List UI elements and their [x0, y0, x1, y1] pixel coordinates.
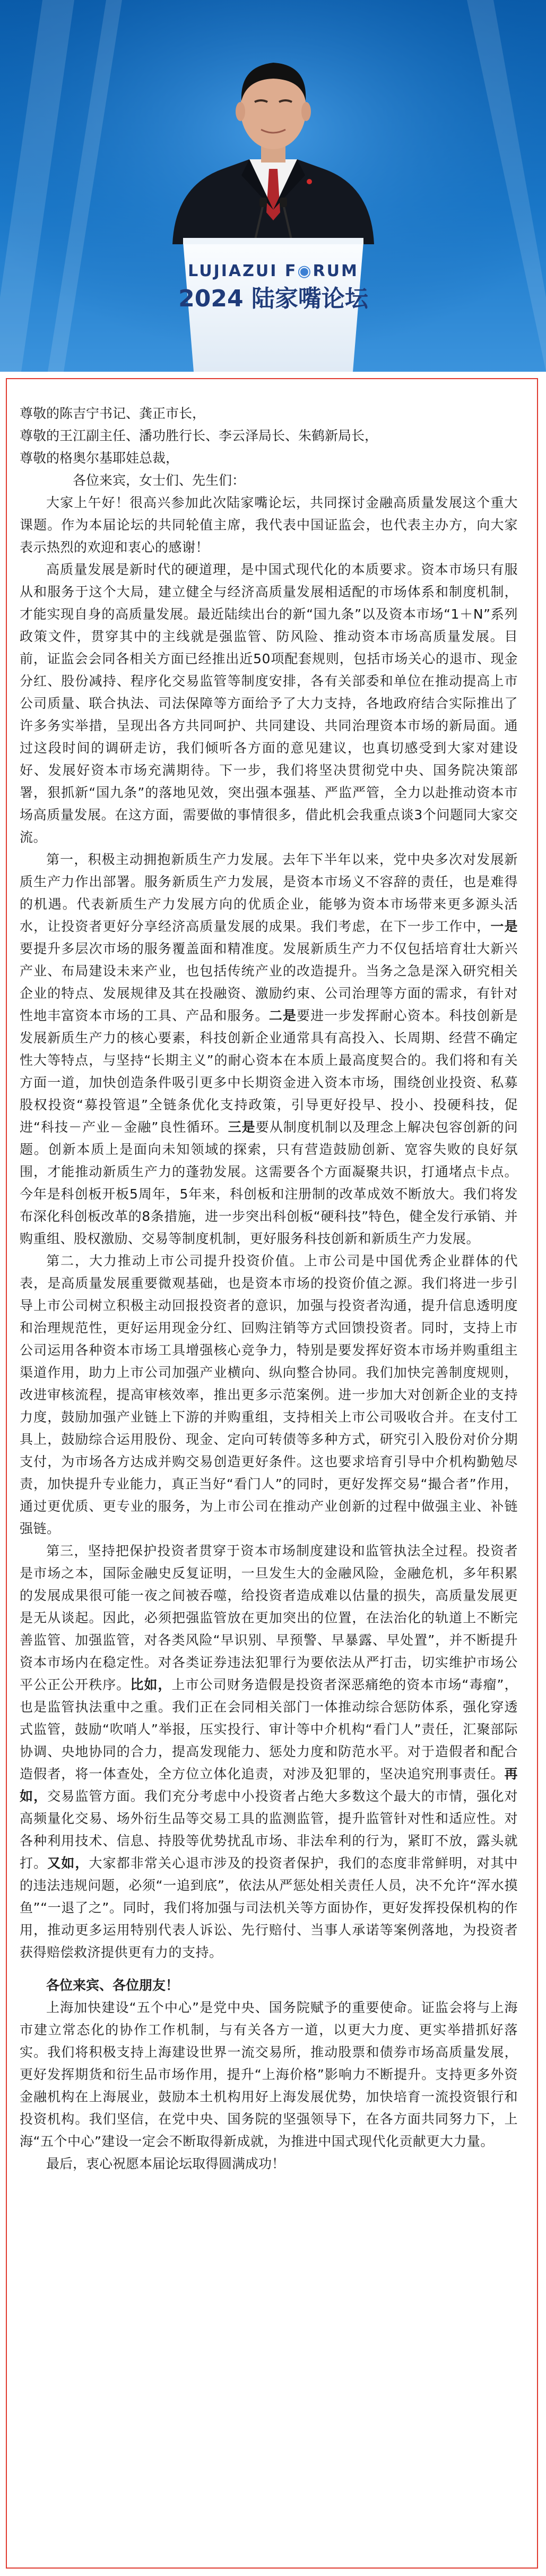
salutation-line: 尊敬的王江副主任、潘功胜行长、李云泽局长、朱鹤新局长，: [20, 428, 378, 443]
salutation-line: 尊敬的陈吉宁书记、龚正市长，: [20, 406, 206, 421]
paragraph-text: 第三，坚持把保护投资者贯穿于资本市场制度建设和监管执法全过程。投资者是市场之本，国际金融史反复证明，一旦发生大的金融风险，金融危机，多年积累的发展成果很可能一夜之间被吞噬，给投资者造成难以估量的损失，高质量发展更是无从谈起。因此，必须把强监管放在更加突出的位置，在法治化的轨道上不断完善监管、加强监管，对各类风险“早识别、早预警、早暴露、早处置”，并不断提升资本市场内在稳定性。对各类证券违法犯罪行为要依法从严打击，切实维护市场公平公正公开秩序。: [20, 1543, 518, 1692]
paragraph-text: 要从制度机制以及理念上解决包容创新的问题。创新本质上是面向未知领域的探索，只有营造鼓励创新、宽容失败的良好氛围，才能推动新质生产力的蓬勃发展。这需要各个方面凝聚共识，打通堵点卡点。今年是科创板开板5周年，5年来，科创板和注册制的改革成效不断放大。我们将发布深化科创板改革的8条措施，进一步突出科创板“硬科技”特色，健全发行承销、并购重组、股权激励、交易等制度机制，更好服务科技创新和新质生产力发展。: [20, 1119, 518, 1246]
salutation-block: [20, 403, 518, 469]
emphasis-text: 二是: [268, 1008, 297, 1023]
emphasis-text: 比如，: [130, 1677, 172, 1692]
body-paragraph: [20, 1540, 518, 1964]
body-paragraph: [20, 849, 518, 1250]
paragraph-text: 高质量发展是新时代的硬道理，是中国式现代化的本质要求。资本市场只有服从和服务于这个大局，建立健全与经济高质量发展相适配的市场体系和制度机制，才能实现自身的高质量发展。最近陆续出台的新“国九条”以及资本市场“1＋N”系列政策文件，贯穿其中的主线就是强监管、防风险、推动资本市场高质量发展。目前，证监会会同各相关方面已经推出近50项配套规则，包括市场关心的退市、现金分红、股份减持、程序化交易监管等制度安排，各有关部委和单位在推动提高上市公司质量、联合执法、司法保障等方面给予了大力支持，各地政府结合实际推出了许多务实举措，呈现出各方共同呵护、共同建设、共同治理资本市场的新局面。通过这段时间的调研走访，我们倾听各方面的意见建议，也真切感受到大家对建设好、发展好资本市场充满期待。下一步，我们将坚决贯彻党中央、国务院决策部署，狠抓新“国九条”的落地见效，突出强本强基、严监严管，全力以赴推动资本市场高质量发展。在这方面，需要做的事情很多，借此机会我重点谈3个问题同大家交流。: [20, 562, 518, 845]
paragraph-text: 第一，积极主动拥抱新质生产力发展。去年下半年以来，党中央多次对发展新质生产力作出部署。服务新质生产力发展，是资本市场义不容辞的责任，也是难得的机遇。代表新质生产力发展方向的优质企业，能够为资本市场带来更多源头活水，让投资者更好分享经济高质量发展的成果。我们考虑，在下一步工作中，: [20, 852, 518, 934]
emphasis-text: 又如，: [47, 1855, 89, 1871]
greeting-line: 各位来宾，女士们、先生们：: [73, 473, 246, 488]
salutation-line: 尊敬的格奥尔基耶娃总裁，: [20, 450, 179, 466]
emphasis-text: 三是: [228, 1119, 256, 1135]
body-paragraph: [20, 492, 518, 559]
speech-article: [6, 378, 538, 2569]
banner-line2: 2024 陆家嘴论坛: [178, 285, 368, 312]
closing-body: [20, 1997, 518, 2175]
closing-paragraph: 最后，衷心祝愿本届论坛取得圆满成功！: [46, 2156, 285, 2171]
emphasis-text: 一是: [490, 919, 518, 934]
paragraph-text: 第二，大力推动上市公司提升投资价值。上市公司是中国优秀企业群体的代表，是高质量发展重要微观基础，也是资本市场的投资价值之源。我们将进一步引导上市公司树立积极主动回报投资者的意识，加强与投资者沟通，提升信息透明度和治理规范性，更好运用现金分红、回购注销等方式回馈投资者。同时，支持上市公司运用各种资本市场工具增强核心竞争力，特别是要发挥好资本市场并购重组主渠道作用，助力上市公司加强产业横向、纵向整合协同。我们加快完善制度规则，改进审核流程，提高审核效率，推出更多示范案例。进一步加大对创新企业的支持力度，鼓励加强产业链上下游的并购重组，支持相关上市公司吸收合并。在支付工具上，鼓励综合运用股份、现金、定向可转债等多种方式，研究引入股份对价分期支付，为市场各方达成并购交易创造更好条件。这也要求培育引导中介机构勤勉尽责，加快提升专业能力，真正当好“看门人”的同时，更好发挥交易“撮合者”作用，通过更优质、更专业的服务，为上市公司在推动产业创新的过程中做强主业、补链强链。: [20, 1253, 518, 1536]
emphasis-text: 再如，: [20, 1766, 518, 1804]
closing-address: 各位来宾、各位朋友！: [46, 1978, 179, 1993]
banner-line1-tail: RUM: [313, 262, 359, 280]
svg-text:LUJIAZUI F◉RUM: [188, 262, 359, 280]
paragraph-text: 要进一步发挥耐心资本。科技创新是发展新质生产力的核心要素，科技创新企业通常具有高投入、长周期、经营不确定性大等特点，与坚持“长期主义”的耐心资本在本质上最高度契合的。我们将和有关方面一道，加快创造条件吸引更多中长期资金进入资本市场，围绕创业投资、私募股权投资“募投管退”全链条优化支持政策，引导更好投早、投小、投硬科技，促进“科技－产业－金融”良性循环。: [20, 1008, 518, 1135]
banner-globe-letter: ◉: [297, 262, 313, 280]
paragraph-text: 交易监管方面。我们充分考虑中小投资者占绝大多数这个最大的市情，强化对高频量化交易、场外衍生品等交易工具的监测监管，提升监管针对性和适应性。对各种利用技术、信息、持股等优势扰乱市场、非法牟利的行为，紧盯不放，露头就打。: [20, 1788, 518, 1871]
podium: [178, 238, 369, 372]
paragraph-text: 大家都非常关心退市涉及的投资者保护，我们的态度非常鲜明，对其中的违法违规问题，必须“一追到底”，依法从严惩处相关责任人员，决不允许“浑水摸鱼”“一退了之”。同时，我们将加强与司法机关等方面协作，更好发挥投保机构的作用，推动更多运用特别代表人诉讼、先行赔付、当事人承诺等案例落地，为投资者获得赔偿救济提供更有力的支持。: [20, 1855, 518, 1960]
paragraph-text: 要提升多层次市场的服务覆盖面和精准度。发展新质生产力不仅包括培育壮大新兴产业、布局建设未来产业，也包括传统产业的改造提升。当务之急是深入研究相关企业的特点、发展规律及其在投融资、激励约束、公司治理等方面的需求，有针对性地丰富资本市场的工具、产品和服务。: [20, 941, 518, 1023]
header-photo: [0, 0, 546, 372]
paragraph-text: 上市公司财务造假是投资者深恶痛绝的资本市场“毒瘤”，也是监管执法重中之重。我们正在会同相关部门一体推动综合惩防体系，强化穿透式监管，鼓励“吹哨人”举报，压实投行、审计等中介机构“看门人”责任，汇聚部际协调、央地协同的合力，提高发现能力、惩处力度和防范水平。对于造假者和配合造假者，将一体查处，全方位立体化追责，对涉及犯罪的，坚决追究刑事责任。: [20, 1677, 518, 1782]
body-paragraph: [20, 559, 518, 849]
body-paragraph: [20, 1250, 518, 1540]
speaker-photo: [0, 0, 546, 372]
speech-body: [20, 492, 518, 1964]
paragraph-text: 大家上午好！很高兴参加此次陆家嘴论坛，共同探讨金融高质量发展这个重大课题。作为本届论坛的共同轮值主席，我代表中国证监会，也代表主办方，向大家表示热烈的欢迎和衷心的感谢！: [20, 495, 518, 555]
closing-paragraph: 上海加快建设“五个中心”是党中央、国务院赋予的重要使命。证监会将与上海市建立常态化的协作工作机制，与有关各方一道，以更大力度、更实举措抓好落实。我们将积极支持上海建设世界一流交易所，推动股票和债券市场高质量发展，更好发挥期货和衍生品市场作用，提升“上海价格”影响力不断提升。支持更多外资金融机构在上海展业，鼓励本土机构用好上海发展优势，加快培育一流投资银行和投资机构。我们坚信，在党中央、国务院的坚强领导下，在各方面共同努力下，上海“五个中心”建设一定会不断取得新成就，为推进中国式现代化贡献更大力量。: [20, 2000, 518, 2149]
banner-line1: LUJIAZUI F: [188, 262, 298, 280]
